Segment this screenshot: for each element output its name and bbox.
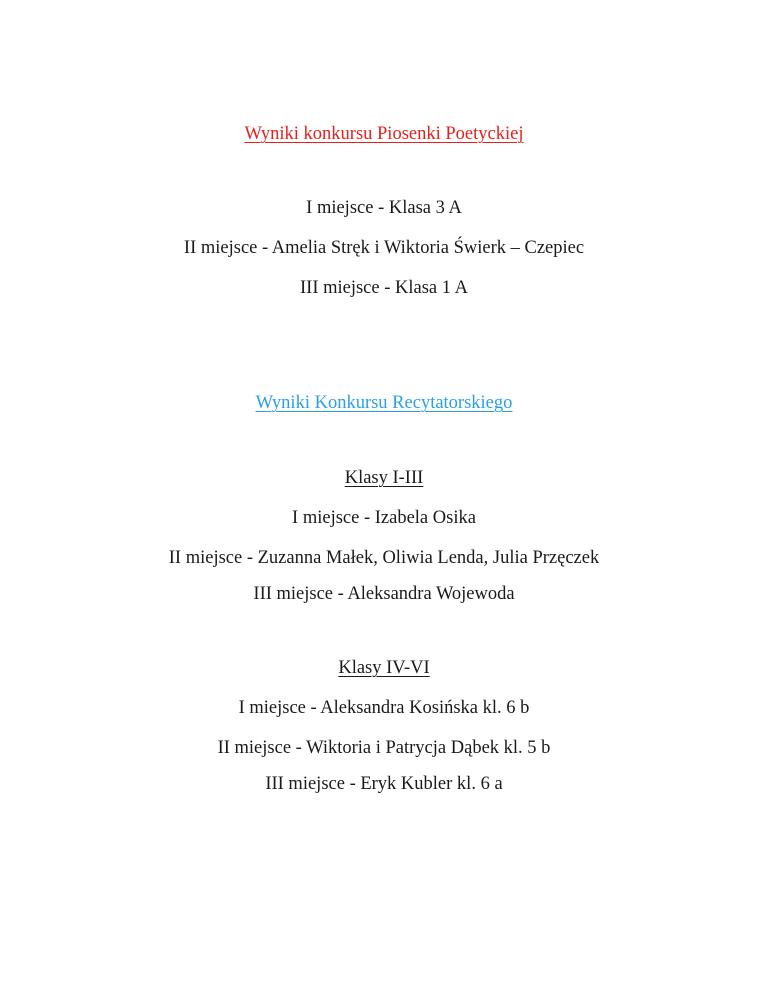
group-2-result-2: II miejsce - Wiktoria i Patrycja Dąbek kl. 5 b <box>217 738 551 758</box>
poetry-result-3: III miejsce - Klasa 1 A <box>300 278 468 298</box>
poetry-contest-title: Wyniki konkursu Piosenki Poetyckiej <box>244 124 524 144</box>
group-1-result-1: I miejsce - Izabela Osika <box>292 508 476 528</box>
poetry-result-1: I miejsce - Klasa 3 A <box>306 198 462 218</box>
group-heading-2: Klasy IV-VI <box>338 658 430 678</box>
recitation-contest-title: Wyniki Konkursu Recytatorskiego <box>255 393 513 413</box>
poetry-result-2: II miejsce - Amelia Stręk i Wiktoria Świerk – Czepiec <box>183 238 585 258</box>
group-2-result-3: III miejsce - Eryk Kubler kl. 6 a <box>265 774 503 794</box>
group-2-result-1: I miejsce - Aleksandra Kosińska kl. 6 b <box>238 698 530 718</box>
group-1-result-2: II miejsce - Zuzanna Małek, Oliwia Lenda, Julia Przęczek <box>168 548 600 568</box>
group-heading-1: Klasy I-III <box>344 468 424 488</box>
group-1-result-3: III miejsce - Aleksandra Wojewoda <box>253 584 515 604</box>
